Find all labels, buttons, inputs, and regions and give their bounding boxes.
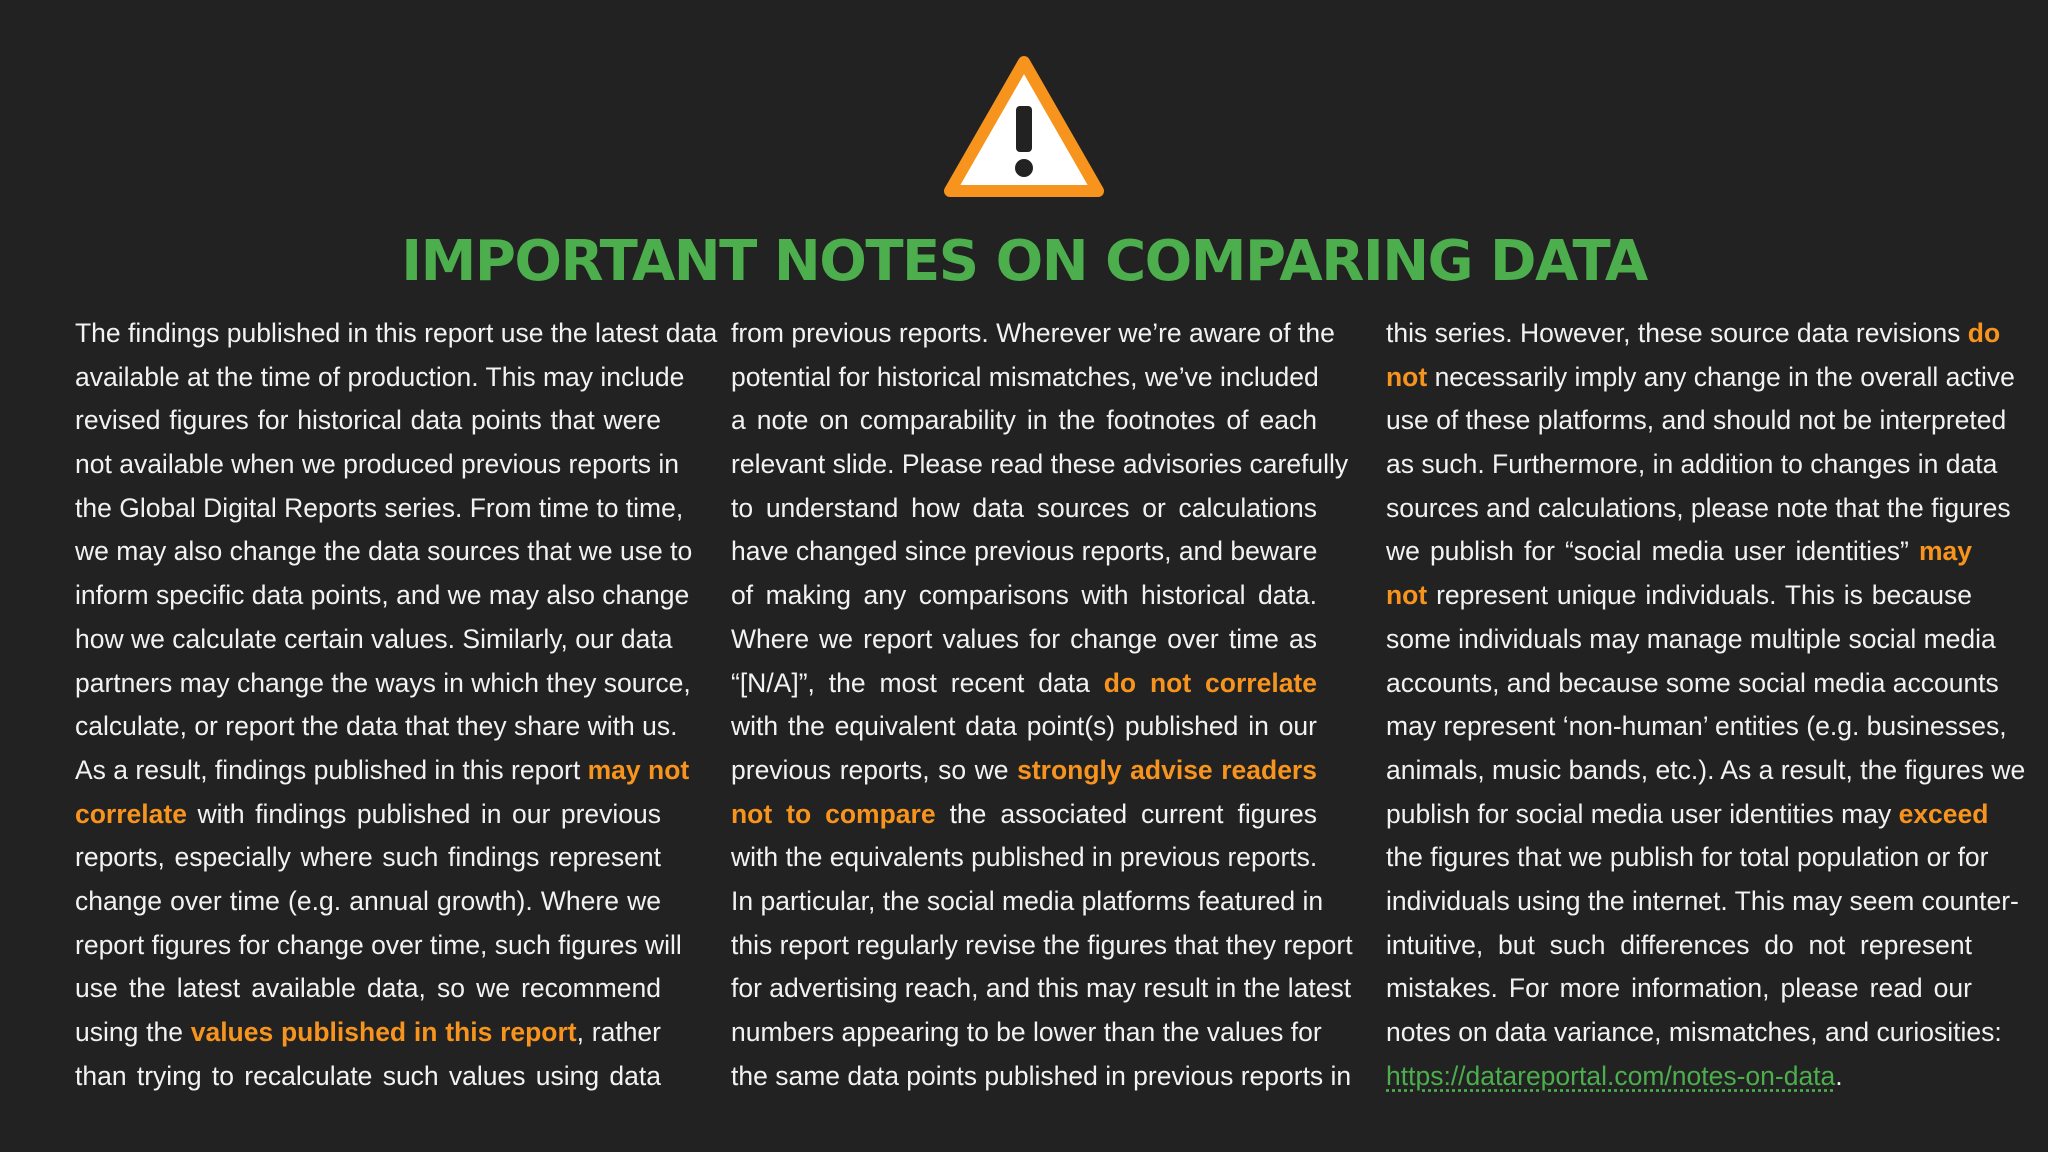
text-line bbox=[1386, 487, 2011, 531]
body-text: have changed since previous reports, and beware bbox=[731, 536, 1318, 567]
text-line bbox=[731, 793, 1317, 837]
highlighted-text: strongly advise readers bbox=[1017, 754, 1317, 785]
text-line bbox=[75, 880, 661, 924]
body-text: . bbox=[1835, 1060, 1843, 1091]
body-text: we publish for “social media user identities” bbox=[1386, 536, 1919, 567]
body-text: numbers appearing to be lower than the values for bbox=[731, 1017, 1322, 1047]
text-line bbox=[731, 443, 1349, 487]
text-line bbox=[75, 443, 679, 487]
body-text: from previous reports. Wherever we’re aware of the bbox=[731, 318, 1335, 348]
body-text: necessarily imply any change in the overall active bbox=[1427, 361, 2015, 392]
body-text: “[N/A]”, the most recent data bbox=[731, 667, 1104, 698]
text-line bbox=[75, 487, 684, 531]
text-line bbox=[1386, 574, 1972, 618]
highlighted-text: may not bbox=[587, 754, 690, 785]
text-line bbox=[75, 574, 690, 618]
text-line bbox=[731, 705, 1317, 749]
highlighted-text: may bbox=[1918, 536, 1972, 567]
text-line bbox=[75, 793, 661, 837]
body-text: this report regularly revise the figures that they report bbox=[731, 929, 1353, 960]
text-line bbox=[1386, 1055, 1972, 1099]
highlighted-text: values published in this report bbox=[190, 1017, 577, 1047]
text-line bbox=[1386, 662, 1999, 706]
text-line bbox=[731, 487, 1317, 531]
text-line bbox=[1386, 793, 1989, 837]
body-text: potential for historical mismatches, we’ve included bbox=[731, 361, 1319, 392]
text-column-1 bbox=[75, 312, 718, 1098]
text-line bbox=[75, 356, 685, 400]
text-line bbox=[75, 924, 682, 968]
text-line bbox=[1386, 1011, 2002, 1055]
body-text: to understand how data sources or calculations bbox=[731, 492, 1317, 523]
text-line bbox=[731, 749, 1317, 793]
text-line bbox=[75, 705, 678, 749]
body-text: than trying to recalculate such values using data bbox=[75, 1060, 661, 1091]
text-line bbox=[731, 312, 1335, 356]
body-text: with findings published in our previous bbox=[186, 798, 661, 829]
body-text: relevant slide. Please read these advisories carefully bbox=[731, 449, 1349, 480]
text-line bbox=[75, 836, 661, 880]
body-text: as such. Furthermore, in addition to changes in data bbox=[1386, 449, 1998, 480]
warning-icon bbox=[942, 54, 1106, 199]
body-text: the same data points published in previous reports in bbox=[731, 1060, 1352, 1091]
text-line bbox=[75, 399, 661, 443]
text-line bbox=[75, 618, 673, 662]
body-text: with the equivalent data point(s) published in our bbox=[731, 711, 1317, 742]
body-text: accounts, and because some social media accounts bbox=[1386, 667, 1999, 698]
text-line bbox=[75, 662, 691, 706]
text-line bbox=[1386, 399, 2007, 443]
body-text: this series. However, these source data revisions bbox=[1386, 318, 1968, 348]
body-text: we may also change the data sources that we use to bbox=[75, 536, 693, 567]
text-line bbox=[731, 662, 1317, 706]
highlighted-text: not bbox=[1386, 580, 1428, 611]
text-line bbox=[1386, 924, 1972, 968]
text-line bbox=[1386, 443, 1998, 487]
body-text: using the bbox=[75, 1017, 191, 1047]
text-line bbox=[731, 880, 1324, 924]
body-text: reports, especially where such findings represent bbox=[75, 842, 661, 873]
text-line bbox=[731, 836, 1317, 880]
body-text: , rather bbox=[576, 1017, 661, 1047]
text-line bbox=[731, 530, 1317, 574]
body-text: report figures for change over time, such figures will bbox=[75, 929, 682, 960]
page-title: IMPORTANT NOTES ON COMPARING DATA bbox=[401, 229, 1647, 294]
text-line bbox=[75, 1055, 661, 1099]
text-line bbox=[731, 618, 1317, 662]
body-text: not available when we produced previous reports in bbox=[75, 449, 679, 480]
text-line bbox=[1386, 530, 1972, 574]
body-text: revised figures for historical data points that were bbox=[75, 405, 661, 436]
body-text: how we calculate certain values. Similarly, our data bbox=[75, 623, 673, 654]
highlighted-text: not to compare bbox=[731, 798, 936, 829]
text-line bbox=[75, 312, 718, 356]
highlighted-text: correlate bbox=[75, 798, 187, 829]
body-text: of making any comparisons with historical data. bbox=[731, 580, 1317, 611]
body-text: a note on comparability in the footnotes of each bbox=[731, 405, 1317, 436]
text-column-3 bbox=[1386, 312, 2026, 1098]
text-line bbox=[731, 399, 1317, 443]
body-text: mistakes. For more information, please read our bbox=[1386, 973, 1972, 1004]
body-text: represent unique individuals. This is because bbox=[1427, 580, 1972, 611]
text-line bbox=[1386, 312, 2001, 356]
body-text: Where we report values for change over time as bbox=[731, 623, 1317, 654]
text-line bbox=[75, 749, 690, 793]
body-text: calculate, or report the data that they share with us. bbox=[75, 711, 678, 742]
body-text: may represent ‘non-human’ entities (e.g. businesses, bbox=[1386, 711, 2007, 742]
text-line bbox=[75, 967, 661, 1011]
highlighted-text: not bbox=[1386, 361, 1428, 392]
body-text: with the equivalents published in previous reports. bbox=[731, 842, 1318, 873]
body-text: publish for social media user identities may bbox=[1386, 798, 1899, 829]
text-line bbox=[1386, 880, 2019, 924]
text-column-2 bbox=[731, 312, 1353, 1098]
text-line bbox=[731, 967, 1352, 1011]
text-line bbox=[1386, 749, 2026, 793]
body-text: the associated current figures bbox=[935, 798, 1317, 829]
body-text: the Global Digital Reports series. From time to time, bbox=[75, 492, 684, 523]
highlighted-text: do bbox=[1967, 318, 2001, 348]
text-line bbox=[1386, 705, 2007, 749]
body-text: In particular, the social media platforms featured in bbox=[731, 885, 1324, 916]
text-line bbox=[1386, 618, 1996, 662]
body-text: As a result, findings published in this report bbox=[75, 754, 588, 785]
text-line bbox=[1386, 836, 1989, 880]
text-line bbox=[731, 1055, 1352, 1099]
body-text: partners may change the ways in which they source, bbox=[75, 667, 691, 698]
body-text: animals, music bands, etc.). As a result, the figures we bbox=[1386, 754, 2026, 785]
highlighted-text: exceed bbox=[1898, 798, 1989, 829]
body-text: some individuals may manage multiple social media bbox=[1386, 623, 1996, 654]
body-text: sources and calculations, please note that the figures bbox=[1386, 492, 2011, 523]
text-line bbox=[731, 574, 1317, 618]
highlighted-text: do not correlate bbox=[1103, 667, 1317, 698]
body-text: inform specific data points, and we may also change bbox=[75, 580, 690, 611]
body-text: The findings published in this report use the latest data bbox=[75, 318, 718, 348]
text-line bbox=[731, 356, 1317, 400]
body-text: notes on data variance, mismatches, and curiosities: bbox=[1386, 1017, 2002, 1047]
body-text: change over time (e.g. annual growth). Where we bbox=[75, 885, 661, 916]
body-text: the figures that we publish for total population or for bbox=[1386, 842, 1989, 873]
body-text: previous reports, so we bbox=[731, 754, 1018, 785]
notes-on-data-link[interactable]: https://datareportal.com/notes-on-data bbox=[1386, 1060, 1836, 1091]
text-line bbox=[731, 924, 1353, 968]
body-text: individuals using the internet. This may seem counter- bbox=[1386, 885, 2019, 916]
text-line bbox=[75, 530, 693, 574]
text-line bbox=[731, 1011, 1322, 1055]
text-line bbox=[75, 1011, 661, 1055]
body-text: available at the time of production. This may include bbox=[75, 361, 685, 392]
text-line bbox=[1386, 967, 1972, 1011]
body-text: intuitive, but such differences do not represent bbox=[1386, 929, 1972, 960]
body-text: use of these platforms, and should not be interpreted bbox=[1386, 405, 2007, 436]
body-text: use the latest available data, so we recommend bbox=[75, 973, 661, 1004]
text-line bbox=[1386, 356, 2015, 400]
body-text: for advertising reach, and this may result in the latest bbox=[731, 973, 1352, 1004]
